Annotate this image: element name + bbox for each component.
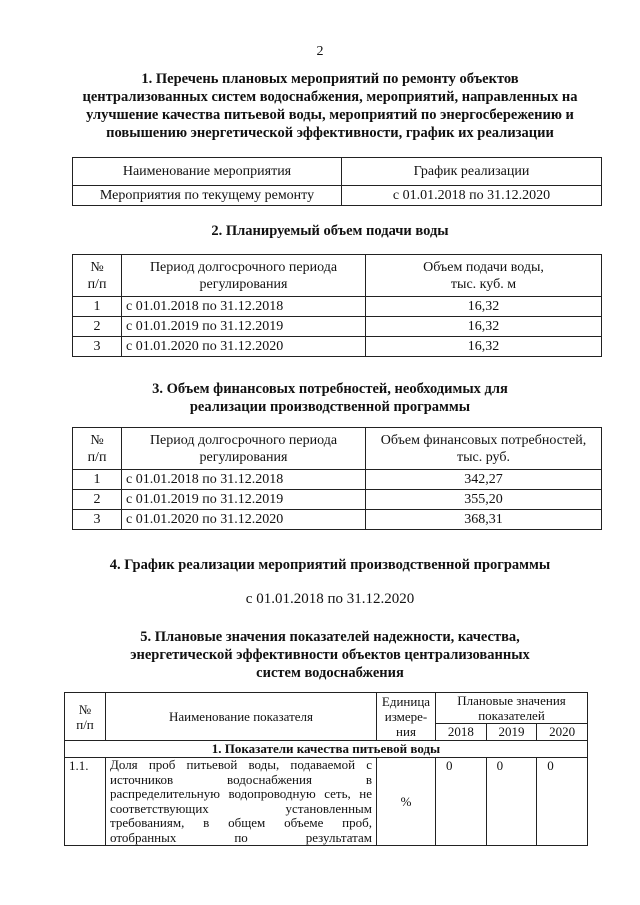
indicator-text-line: источников водоснабжения в xyxy=(110,771,372,787)
table-cell: с 01.01.2020 по 31.12.2020 xyxy=(122,337,366,357)
section2-title: 2. Планируемый объем подачи воды xyxy=(211,223,449,239)
header-line: Плановые значения xyxy=(457,693,566,708)
table-cell: с 01.01.2019 по 31.12.2019 xyxy=(122,317,366,337)
header-line: тыс. куб. м xyxy=(450,276,517,292)
year-header: 2018 xyxy=(436,724,487,741)
table-header: График реализации xyxy=(342,158,602,186)
table-header xyxy=(73,255,122,297)
header-line: Объем подачи воды, xyxy=(423,259,544,275)
section1-title xyxy=(40,70,620,142)
table-header xyxy=(366,428,602,470)
table-header xyxy=(377,693,436,741)
table-header xyxy=(122,428,366,470)
table-cell: 1 xyxy=(73,297,122,317)
section1-table xyxy=(72,157,602,206)
header-line: показателей xyxy=(478,708,545,723)
table-cell: с 01.01.2019 по 31.12.2019 xyxy=(122,490,366,510)
header-line: ния xyxy=(396,724,416,739)
table-cell: 3 xyxy=(73,510,122,530)
header-line: п/п xyxy=(76,716,94,732)
table-cell: с 01.01.2020 по 31.12.2020 xyxy=(122,510,366,530)
section1-title-line: повышению энергетической эффективности, график их реализации xyxy=(106,125,554,141)
table-row xyxy=(73,470,602,490)
table-cell: 0 xyxy=(486,758,537,846)
section1-title-line: централизованных систем водоснабжения, мероприятий, направленных на xyxy=(82,89,578,105)
indicator-text-line: требованиям, в общем объеме проб, xyxy=(110,815,372,830)
section5-title-line: энергетической эффективности объектов централизованных xyxy=(130,647,530,663)
section5-table xyxy=(64,692,588,846)
table-cell: 1.1. xyxy=(65,758,106,846)
header-line: № xyxy=(78,701,92,717)
table-header: Наименование мероприятия xyxy=(73,158,342,186)
table-header xyxy=(65,693,106,741)
table-header xyxy=(122,255,366,297)
table-cell: 355,20 xyxy=(366,490,602,510)
header-line: № xyxy=(90,259,104,275)
table-cell: % xyxy=(377,758,436,846)
table-cell: 0 xyxy=(537,758,588,846)
section5-title xyxy=(40,628,620,682)
header-line: Период долгосрочного периода xyxy=(149,259,338,275)
header-line: Единица xyxy=(381,694,431,709)
table-row xyxy=(65,758,588,846)
table-cell: с 01.01.2018 по 31.12.2020 xyxy=(342,186,602,206)
table-cell: 368,31 xyxy=(366,510,602,530)
table-cell: 1 xyxy=(73,470,122,490)
table-cell: 2 xyxy=(73,317,122,337)
section5-title-line: систем водоснабжения xyxy=(256,665,404,681)
section4-period: с 01.01.2018 по 31.12.2020 xyxy=(245,591,415,607)
table-header: Наименование показателя xyxy=(106,693,377,741)
year-header: 2019 xyxy=(486,724,537,741)
section3-title xyxy=(40,380,620,416)
section1-title-line: улучшение качества питьевой воды, мероприятий по энергосбережению и xyxy=(86,107,574,123)
table-header xyxy=(436,693,588,724)
section3-title-line: реализации производственной программы xyxy=(189,399,471,415)
table-row xyxy=(73,297,602,317)
table-cell: 16,32 xyxy=(366,317,602,337)
table-cell xyxy=(106,758,377,846)
indicator-text-line: Доля проб питьевой воды, подаваемой с xyxy=(110,757,372,772)
table-header xyxy=(73,428,122,470)
table-cell: 342,27 xyxy=(366,470,602,490)
section1-title-line: 1. Перечень плановых мероприятий по ремонту объектов xyxy=(141,71,519,87)
table-cell: 3 xyxy=(73,337,122,357)
table-cell: с 01.01.2018 по 31.12.2018 xyxy=(122,470,366,490)
table-header xyxy=(366,255,602,297)
header-line: регулирования xyxy=(199,276,288,292)
section3-title-line: 3. Объем финансовых потребностей, необходимых для xyxy=(152,381,508,397)
header-line: регулирования xyxy=(199,449,288,465)
table-cell: 16,32 xyxy=(366,337,602,357)
table-cell: 16,32 xyxy=(366,297,602,317)
table-row xyxy=(73,490,602,510)
table-cell: 0 xyxy=(436,758,487,846)
section5-title-line: 5. Плановые значения показателей надежности, качества, xyxy=(140,629,520,645)
table-cell: 2 xyxy=(73,490,122,510)
year-header: 2020 xyxy=(537,724,588,741)
header-line: Период долгосрочного периода xyxy=(149,432,338,448)
table-row xyxy=(73,186,602,206)
section3-table xyxy=(72,427,602,530)
header-line: п/п xyxy=(87,449,107,465)
indicator-text-line: соответствующих установленным xyxy=(110,800,372,816)
header-line: измере- xyxy=(384,709,428,724)
header-line: № xyxy=(90,432,104,448)
indicator-text-line: отобранных по результатам xyxy=(110,829,372,845)
table-row xyxy=(73,337,602,357)
header-line: п/п xyxy=(87,276,107,292)
table-cell: с 01.01.2018 по 31.12.2018 xyxy=(122,297,366,317)
group-header: 1. Показатели качества питьевой воды xyxy=(65,741,588,758)
section4-title: 4. График реализации мероприятий производственной программы xyxy=(109,557,551,573)
header-line: тыс. руб. xyxy=(457,449,510,465)
section2-table xyxy=(72,254,602,357)
table-row xyxy=(73,510,602,530)
table-cell: Мероприятия по текущему ремонту xyxy=(73,186,342,206)
indicator-text-line: распределительную водопроводную сеть, не xyxy=(110,786,372,801)
header-line: Объем финансовых потребностей, xyxy=(380,432,587,448)
page-number: 2 xyxy=(316,44,324,59)
table-row xyxy=(73,317,602,337)
